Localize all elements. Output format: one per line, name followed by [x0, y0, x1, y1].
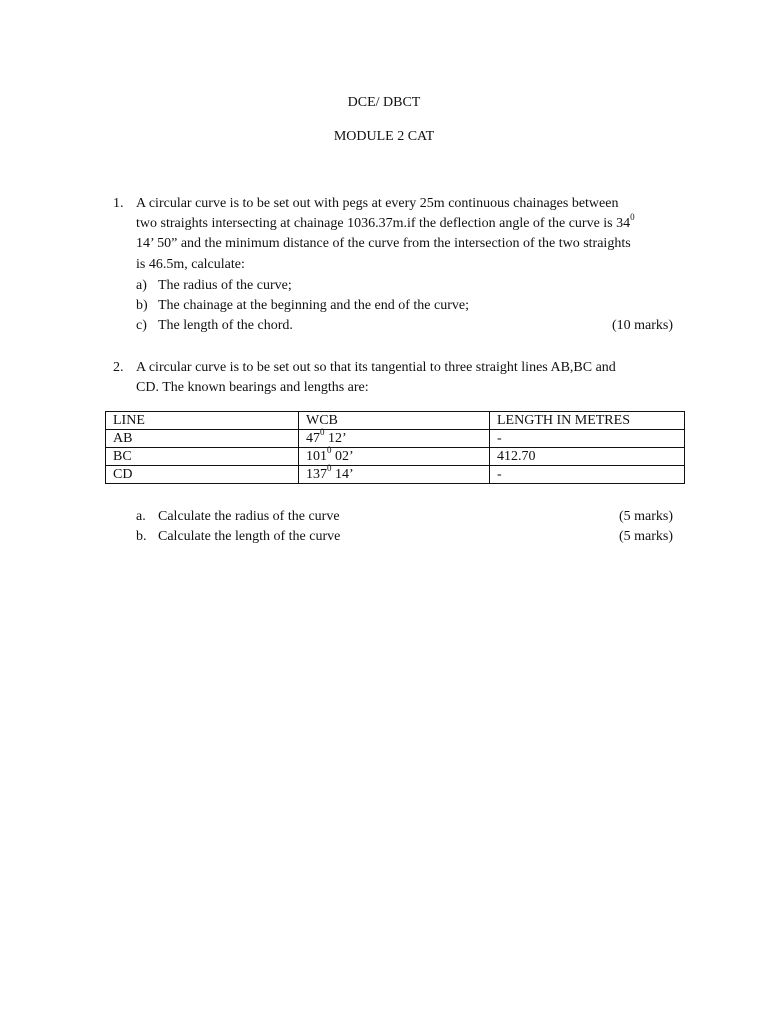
table-header-cell: WCB: [299, 412, 490, 430]
sub-question-text: Calculate the length of the curve: [158, 529, 341, 544]
table-header-cell: LENGTH IN METRES: [490, 412, 685, 430]
marks-label: (5 marks): [618, 529, 673, 544]
table-cell-wcb: $47^0$ 12’: [299, 430, 490, 448]
question-number: 1.: [113, 196, 124, 211]
table-cell-length: -: [490, 430, 685, 448]
question-text-line: two straights intersecting at chainage 1036.37m.if the deflection angle of the curve is $34^0$: [136, 212, 635, 231]
table-header-cell: LINE: [106, 412, 299, 430]
sub-question-letter: b.: [136, 529, 147, 544]
sub-question-letter: a.: [136, 509, 146, 524]
table-cell-length: 412.70: [490, 448, 685, 466]
sub-question-text: The radius of the curve;: [158, 278, 292, 293]
table-cell-line: AB: [106, 430, 299, 448]
question-text-line: is 46.5m, calculate:: [136, 257, 245, 272]
table-row: [106, 448, 685, 466]
table-cell-length: -: [490, 466, 685, 484]
table-cell-wcb: $101^0$ 02’: [299, 448, 490, 466]
course-code-heading: DCE/ DBCT: [347, 95, 421, 110]
sub-question-letter: c): [136, 318, 147, 333]
table-row: [106, 466, 685, 484]
table-cell-line: BC: [106, 448, 299, 466]
table-cell-line: CD: [106, 466, 299, 484]
bearings-table: [105, 411, 685, 484]
sub-question-letter: b): [136, 298, 148, 313]
sub-question-text: Calculate the radius of the curve: [158, 509, 340, 524]
question-number: 2.: [113, 360, 124, 375]
question-text-line: A circular curve is to be set out so that its tangential to three straight lines AB,BC and: [136, 360, 616, 375]
sub-question-text: The length of the chord.: [158, 318, 293, 333]
table-row: [106, 430, 685, 448]
module-title-heading: MODULE 2 CAT: [333, 129, 435, 144]
marks-label: (10 marks): [611, 318, 673, 333]
question-text-line: CD. The known bearings and lengths are:: [136, 380, 369, 395]
table-header-row: [106, 412, 685, 430]
question-text-line: A circular curve is to be set out with pegs at every 25m continuous chainages between: [136, 196, 619, 211]
marks-label: (5 marks): [618, 509, 673, 524]
degree-superscript: 0: [630, 212, 635, 223]
sub-question-text: The chainage at the beginning and the end of the curve;: [158, 298, 469, 313]
sub-question-letter: a): [136, 278, 147, 293]
table-cell-wcb: $137^0$ 14’: [299, 466, 490, 484]
question-text-line: 14’ 50” and the minimum distance of the curve from the intersection of the two straights: [136, 236, 631, 251]
